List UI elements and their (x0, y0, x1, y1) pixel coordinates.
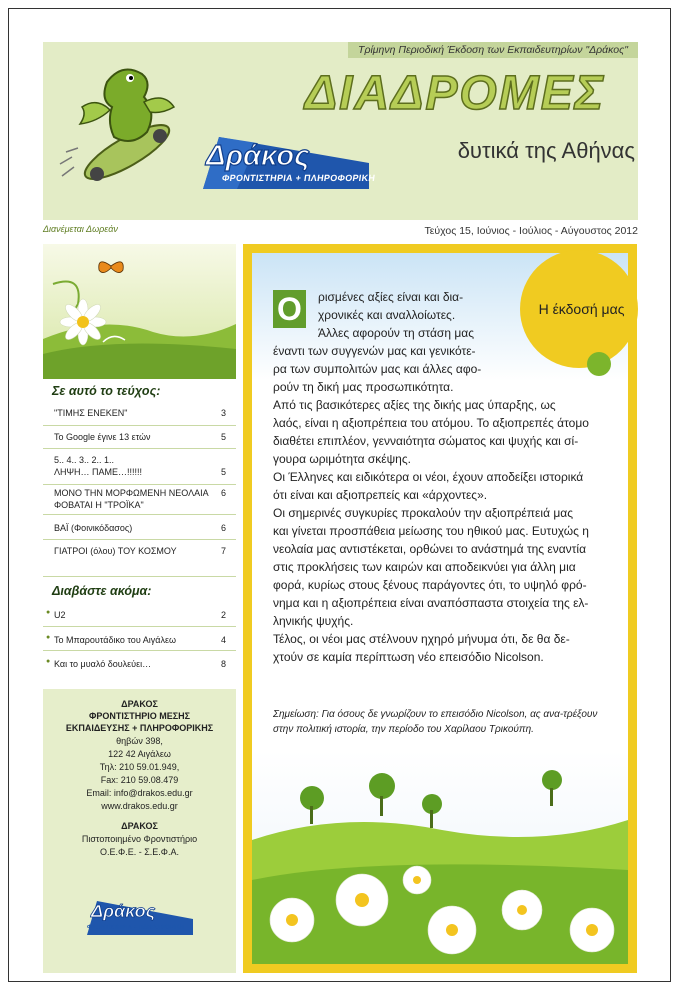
article-line: και γίνεται προσπάθεια μείωσης του ηθικού μας. Ευτυχώς η (273, 524, 589, 538)
article-note (273, 707, 618, 737)
toc-page: 6 (220, 523, 226, 533)
toc-page: 3 (220, 408, 226, 418)
read-more-title: U2 (54, 610, 66, 620)
article-line: ότι είναι και αξιοπρεπείς και «άρχοντες». (273, 488, 488, 502)
read-more-page: 8 (220, 659, 226, 669)
toc-title: Το Google έγινε 13 ετών (54, 432, 151, 442)
read-more-page: 4 (220, 635, 226, 645)
in-this-issue-heading: Σε αυτό το τεύχος: (52, 384, 161, 398)
toc-item[interactable] (43, 402, 236, 426)
article-line: γουρα ωριμότητα σκέψης. (273, 452, 411, 466)
toc-title: 5.. 4.. 3.. 2.. 1.. (54, 455, 115, 465)
section-badge-label: Η έκδοσή μας (538, 301, 625, 317)
contact-website[interactable]: www.drakos.edu.gr (101, 801, 178, 811)
contact-box (43, 689, 236, 973)
article-line: ρούν τη δική μας προσωπικότητα. (273, 380, 454, 394)
read-more-title: Και το μυαλό δουλεύει… (54, 659, 152, 669)
article-line: νημα και η αξιοπρέπεια είναι αναπόσπαστα στοιχεία της ελ- (273, 596, 589, 610)
contact-name: ΦΡΟΝΤΙΣΤΗΡΙΟ ΜΕΣΗΣ (88, 711, 191, 721)
toc-item[interactable] (43, 539, 236, 564)
article-line: Τέλος, οι νέοι μας στέλνουν ηχηρό μήνυμα ότι, δε θα δε- (273, 632, 570, 646)
issue-info: Τεύχος 15, Ιούνιος - Ιούλιος - Αύγουστος 2012 (424, 225, 638, 237)
top-band (348, 42, 638, 58)
toc-page: 5 (220, 467, 226, 477)
drakos-logo-name: Δράκος (206, 140, 310, 172)
toc-page: 5 (220, 432, 226, 442)
article-line: διαθέτει επιπλέον, γενναιότητα σώματος και ψυχής και σί- (273, 434, 579, 448)
toc-title-line2: ΦΟΒΑΤΑΙ Η "ΤΡΟΪΚΑ" (54, 500, 144, 510)
read-more-page: 2 (220, 610, 226, 620)
toc-item[interactable] (43, 484, 236, 515)
top-band-text: Τρίμηνη Περιοδική Έκδοση των Εκπαιδευτηρίων "Δράκος" (358, 44, 628, 56)
article-line: ληνικής ψυχής. (273, 614, 354, 628)
article-line: νεολαία μας αντιστέκεται, ορθώνει το ανάστημά της εναντία (273, 542, 587, 556)
toc-title-line2: ΛΗΨΗ… ΠΑΜΕ…!!!!!! (54, 467, 143, 477)
read-more-heading: Διαβάστε ακόμα: (52, 584, 152, 598)
bullet-icon: ● (46, 634, 51, 641)
article-line: φορά, κυρίως στους ξένους παράγοντες ότι, το υψηλό φρό- (273, 578, 587, 592)
drakos-small-logo-name: Δράκος (91, 901, 156, 921)
contact-email[interactable]: Email: info@drakos.edu.gr (86, 788, 193, 798)
newsletter-subtitle: δυτικά της Αθήνας (457, 138, 635, 163)
article-line: έναντι των συγγενών μας και γενικότε- (273, 344, 476, 358)
article-line: ρισμένες αξίες είναι και δια- (318, 290, 464, 304)
contact-name: ΔΡΑΚΟΣ (121, 699, 158, 709)
contact-city: 122 42 Αιγάλεω (108, 749, 171, 759)
article-line: ρα των συμπολιτών μας και άλλες αφο- (273, 362, 482, 376)
toc-title: ΒΑΪ (Φοινικόδασος) (54, 523, 133, 533)
article-line: Οι σημερινές συγκυρίες προκαλούν την αξιοπρέπειά μας (273, 506, 573, 520)
drop-cap: Ο (273, 290, 306, 328)
cert-text: Πιστοποιημένο Φροντιστήριο (81, 834, 198, 844)
spring-meadow-illustration (252, 760, 628, 964)
read-more-item[interactable] (43, 650, 236, 674)
toc-page: 6 (220, 488, 226, 498)
cert-org: Ο.Ε.Φ.Ε. - Σ.Ε.Φ.Α. (100, 847, 179, 857)
newsletter-title: ΔΙΑΔΡΟΜΕΣ (304, 67, 606, 120)
read-more-title: Το Μπαρουτάδικο του Αιγάλεω (54, 635, 176, 645)
contact-tel: Τηλ: 210 59.01.949, (99, 762, 180, 772)
note-text: Για όσους δε γνωρίζουν το επεισόδιο Nicolson, ας ανα-τρέξουν στην πολιτική ιστορία, την περίοδο του Χαρίλαου Τρικούπη. (273, 709, 598, 735)
toc-item[interactable] (43, 514, 236, 540)
article-line: Άλλες αφορούν τη στάση μας (318, 326, 474, 340)
bullet-icon: ● (46, 658, 51, 665)
contact-fax: Fax: 210 59.08.479 (100, 775, 179, 785)
cert-name: ΔΡΑΚΟΣ (121, 821, 158, 831)
toc-page: 7 (220, 546, 226, 556)
free-distribution-note: Διανέμεται Δωρεάν (43, 224, 118, 234)
note-label: Σημείωση: (273, 709, 319, 720)
article-line: Από τις βασικότερες αξίες της δικής μας ύπαρξης, ως (273, 398, 556, 412)
toc-item[interactable] (43, 425, 236, 449)
toc-title: ΓΙΑΤΡΟΙ (όλου) ΤΟΥ ΚΟΣΜΟΥ (54, 546, 177, 556)
article-line: στις προκλήσεις των καιρών και αποδεικνύει για άλλη μια (273, 560, 576, 574)
article-line: Οι Έλληνες και ειδικότερα οι νέοι, έχουν αποδείξει ιστορικά (273, 470, 584, 484)
green-dot-icon (587, 352, 611, 376)
drakos-small-logo-tagline: ΦΡΟΝΤΙΣΤΗΡΙΑ + ΠΛΗΡΟΦΟΡΙΚΗ (87, 925, 184, 931)
contact-street: θηβών 398, (116, 736, 163, 746)
sidebar-divider (43, 576, 236, 577)
read-more-item[interactable] (43, 626, 236, 651)
drakos-logo-tagline: ΦΡΟΝΤΙΣΤΗΡΙΑ + ΠΛΗΡΟΦΟΡΙΚΗ (221, 173, 376, 183)
bullet-icon: ● (46, 609, 51, 616)
toc-item[interactable] (43, 448, 236, 485)
article-line: λαός, είναι η αξιοπρέπεια του ατόμου. Το αξιοπρεπές άτομο (273, 416, 589, 430)
toc-title: "ΤΙΜΗΣ ΕΝΕΚΕΝ" (54, 408, 128, 418)
contact-name: ΕΚΠΑΙΔΕΥΣΗΣ + ΠΛΗΡΟΦΟΡΙΚΗΣ (65, 723, 214, 733)
toc-title: ΜΟΝΟ ΤΗΝ ΜΟΡΦΩΜΕΝΗ ΝΕΟΛΑΙΑ (54, 488, 209, 498)
read-more-item[interactable] (43, 602, 236, 627)
article-line: χρονικές και αναλλοίωτες. (318, 308, 456, 322)
daisy-butterfly-illustration (43, 244, 236, 379)
dragon-mascot-icon (52, 52, 182, 192)
article-line: χτούν σε καμία περίπτωση νέο επεισόδιο Nicolson. (273, 650, 544, 664)
